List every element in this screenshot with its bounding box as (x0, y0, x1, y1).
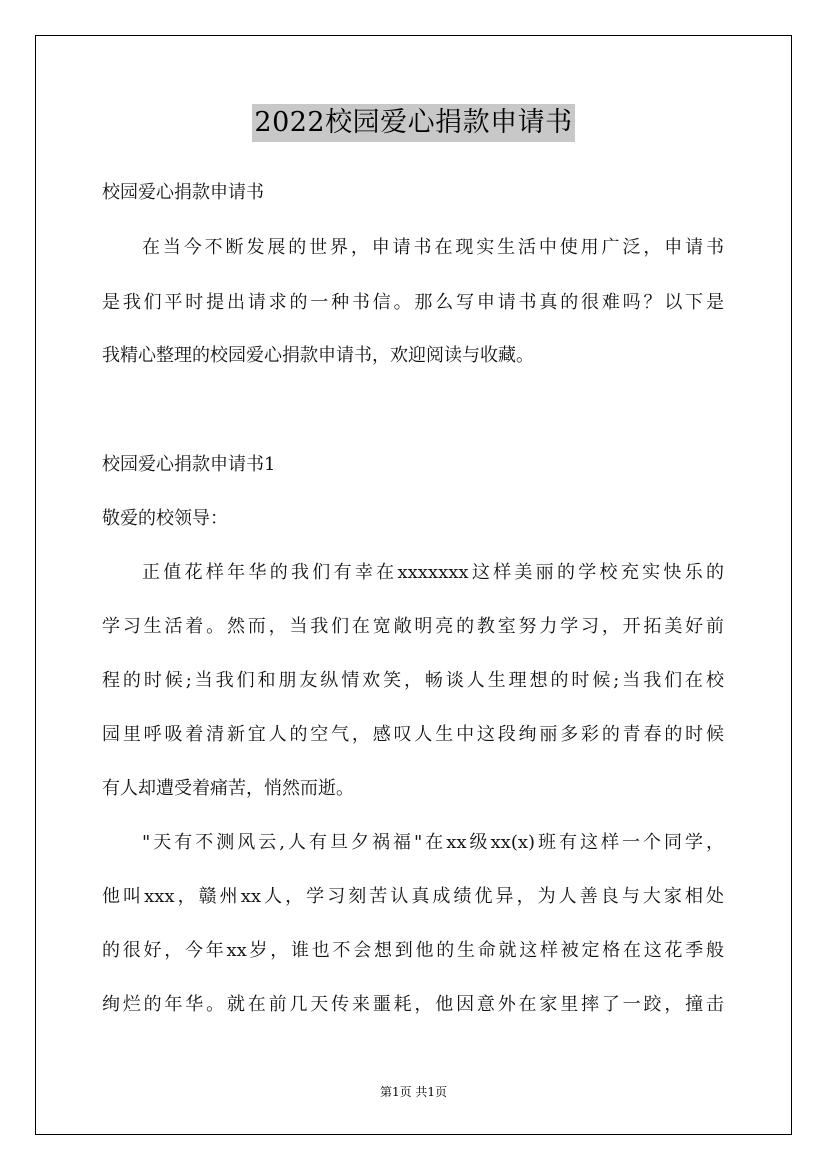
intro-line-1: 在当今不断发展的世界，申请书在现实生活中使用广泛，申请书 (142, 237, 724, 258)
paragraph1-line-5: 有人却遭受着痛苦，悄然而逝。 (102, 778, 354, 799)
paragraph2-line-4: 绚烂的年华。就在前几天传来噩耗，他因意外在家里摔了一跤，撞击 (102, 994, 724, 1015)
paragraph1-line-2: 学习生活着。然而，当我们在宽敞明亮的教室努力学习，开拓美好前 (102, 616, 724, 637)
intro-line-2: 是我们平时提出请求的一种书信。那么写申请书真的很难吗？以下是 (102, 292, 724, 313)
paragraph2-line-2: 他叫xxx，赣州xx人，学习刻苦认真成绩优异，为人善良与大家相处 (102, 886, 724, 907)
paragraph1-line-1: 正值花样年华的我们有幸在xxxxxxx这样美丽的学校充实快乐的 (142, 562, 724, 583)
paragraph2-line-1: "天有不测风云,人有旦夕祸福"在xx级xx(x)班有这样一个同学， (142, 832, 724, 853)
paragraph1-line-3: 程的时候;当我们和朋友纵情欢笑，畅谈人生理想的时候;当我们在校 (102, 670, 724, 691)
title-container (0, 104, 827, 142)
salutation: 敬爱的校领导： (102, 508, 228, 529)
paragraph1-line-4: 园里呼吸着清新宜人的空气，感叹人生中这段绚丽多彩的青春的时候 (102, 724, 724, 745)
section-heading: 校园爱心捐款申请书1 (102, 454, 276, 475)
paragraph2-line-3: 的很好，今年xx岁，谁也不会想到他的生命就这样被定格在这花季般 (102, 940, 724, 961)
subtitle: 校园爱心捐款申请书 (102, 182, 264, 203)
intro-line-3: 我精心整理的校园爱心捐款申请书，欢迎阅读与收藏。 (102, 345, 534, 366)
page-number: 第1页 共1页 (379, 1085, 448, 1099)
document-title: 2022校园爱心捐款申请书 (252, 104, 574, 142)
